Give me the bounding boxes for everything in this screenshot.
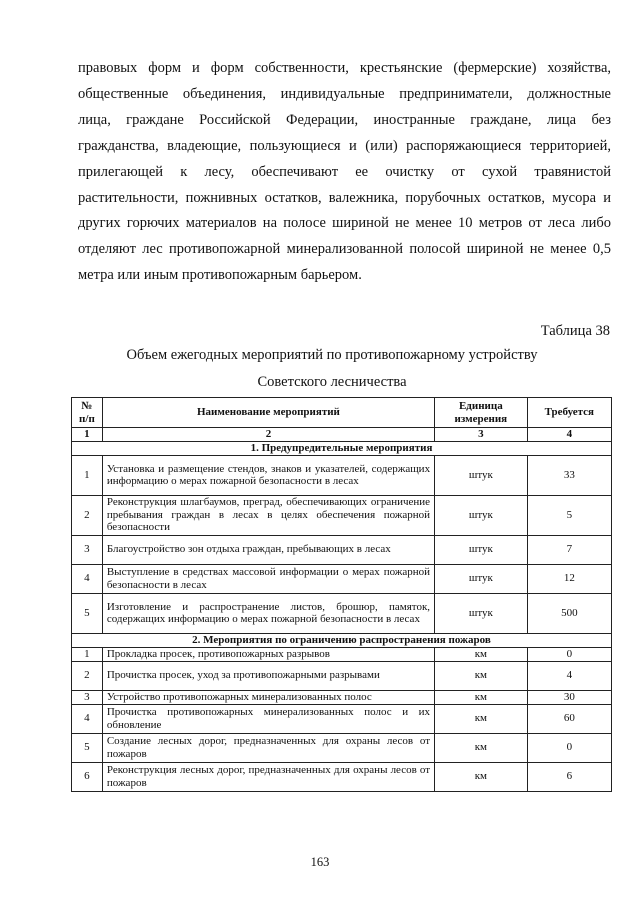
- row-required: 0: [527, 733, 611, 762]
- activities-table: [71, 397, 612, 792]
- col-number: 4: [527, 428, 611, 442]
- col-number: 2: [102, 428, 434, 442]
- page-number: 163: [310, 855, 330, 869]
- header-name: Наименование мероприятий: [102, 398, 434, 428]
- table-row: [72, 535, 612, 564]
- paragraph-line: растительности, пожнивных остатков, валежника, порубочных остатков, мусора и: [78, 189, 611, 206]
- paragraph-line: прилегающей к лесу, обеспечивают ее очистку от сухой травянистой: [78, 163, 611, 180]
- row-num: 6: [72, 762, 103, 791]
- row-num: 5: [72, 733, 103, 762]
- row-unit: км: [435, 690, 528, 704]
- col-number: 1: [72, 428, 103, 442]
- row-unit: штук: [435, 495, 528, 535]
- row-required: 60: [527, 704, 611, 733]
- row-unit: км: [435, 661, 528, 690]
- row-num: 4: [72, 564, 103, 593]
- row-required: 500: [527, 593, 611, 633]
- table-subtitle: Советского лесничества: [257, 374, 407, 390]
- table-row: [72, 455, 612, 495]
- body-paragraph: [78, 56, 611, 289]
- row-num: 4: [72, 704, 103, 733]
- row-name: Реконструкция шлагбаумов, преград, обеспечивающих ограничение пребывания граждан в лесах в целях обеспечения пожарной безопасности: [102, 495, 434, 535]
- row-required: 7: [527, 535, 611, 564]
- section-title: 1. Предупредительные мероприятия: [72, 441, 612, 455]
- row-unit: км: [435, 733, 528, 762]
- section-row: [72, 633, 612, 647]
- row-required: 4: [527, 661, 611, 690]
- row-unit: штук: [435, 455, 528, 495]
- row-name: Изготовление и распространение листов, брошюр, памяток, содержащих информацию о мерах пожарной безопасности в лесах: [102, 593, 434, 633]
- row-required: 6: [527, 762, 611, 791]
- row-name: Выступление в средствах массовой информации о мерах пожарной безопасности в лесах: [102, 564, 434, 593]
- row-num: 3: [72, 690, 103, 704]
- row-name: Благоустройство зон отдыха граждан, пребывающих в лесах: [102, 535, 434, 564]
- row-unit: штук: [435, 593, 528, 633]
- row-unit: штук: [435, 564, 528, 593]
- paragraph-line: метра или иным противопожарным барьером.: [78, 267, 362, 284]
- row-required: 5: [527, 495, 611, 535]
- header-unit: Единица измерения: [435, 398, 528, 428]
- section-title: 2. Мероприятия по ограничению распространения пожаров: [72, 633, 612, 647]
- row-required: 33: [527, 455, 611, 495]
- header-required: Требуется: [527, 398, 611, 428]
- row-name: Прокладка просек, противопожарных разрывов: [102, 647, 434, 661]
- table-header-row: [72, 398, 612, 428]
- table-row: [72, 762, 612, 791]
- table-row: [72, 733, 612, 762]
- paragraph-line: отделяют лес противопожарной минерализованной полосой шириной не менее 0,5: [78, 241, 611, 258]
- row-name: Установка и размещение стендов, знаков и указателей, содержащих информацию о мерах пожарной безопасности в лесах: [102, 455, 434, 495]
- row-required: 30: [527, 690, 611, 704]
- col-number: 3: [435, 428, 528, 442]
- table-row: [72, 495, 612, 535]
- row-unit: штук: [435, 535, 528, 564]
- paragraph-line: правовых форм и форм собственности, крестьянские (фермерские) хозяйства,: [78, 60, 611, 76]
- row-name: Реконструкция лесных дорог, предназначенных для охраны лесов от пожаров: [102, 762, 434, 791]
- paragraph-line: лица, граждане Российской Федерации, иностранные граждане, лица без: [78, 111, 611, 128]
- row-unit: км: [435, 647, 528, 661]
- row-num: 2: [72, 495, 103, 535]
- row-required: 12: [527, 564, 611, 593]
- paragraph-line: других горючих материалов на полосе шириной не менее 10 метров от леса либо: [78, 215, 611, 232]
- paragraph-line: гражданства, владеющие, пользующиеся и (или) распоряжающиеся территорией,: [78, 137, 611, 154]
- table-row: [72, 593, 612, 633]
- column-number-row: [72, 428, 612, 442]
- row-num: 1: [72, 455, 103, 495]
- section-row: [72, 441, 612, 455]
- table-row: [72, 704, 612, 733]
- table-row: [72, 564, 612, 593]
- row-name: Прочистка противопожарных минерализованных полос и их обновление: [102, 704, 434, 733]
- header-num: № п/п: [72, 398, 103, 428]
- row-name: Создание лесных дорог, предназначенных для охраны лесов от пожаров: [102, 733, 434, 762]
- row-name: Прочистка просек, уход за противопожарными разрывами: [102, 661, 434, 690]
- row-num: 1: [72, 647, 103, 661]
- row-required: 0: [527, 647, 611, 661]
- table-title: Объем ежегодных мероприятий по противопожарному устройству: [126, 347, 538, 363]
- paragraph-line: общественные объединения, индивидуальные предприниматели, должностные: [78, 85, 611, 102]
- table-row: [72, 690, 612, 704]
- table-row: [72, 647, 612, 661]
- row-unit: км: [435, 704, 528, 733]
- row-num: 3: [72, 535, 103, 564]
- row-unit: км: [435, 762, 528, 791]
- row-num: 2: [72, 661, 103, 690]
- table-row: [72, 661, 612, 690]
- row-name: Устройство противопожарных минерализованных полос: [102, 690, 434, 704]
- table-number: Таблица 38: [540, 323, 610, 339]
- row-num: 5: [72, 593, 103, 633]
